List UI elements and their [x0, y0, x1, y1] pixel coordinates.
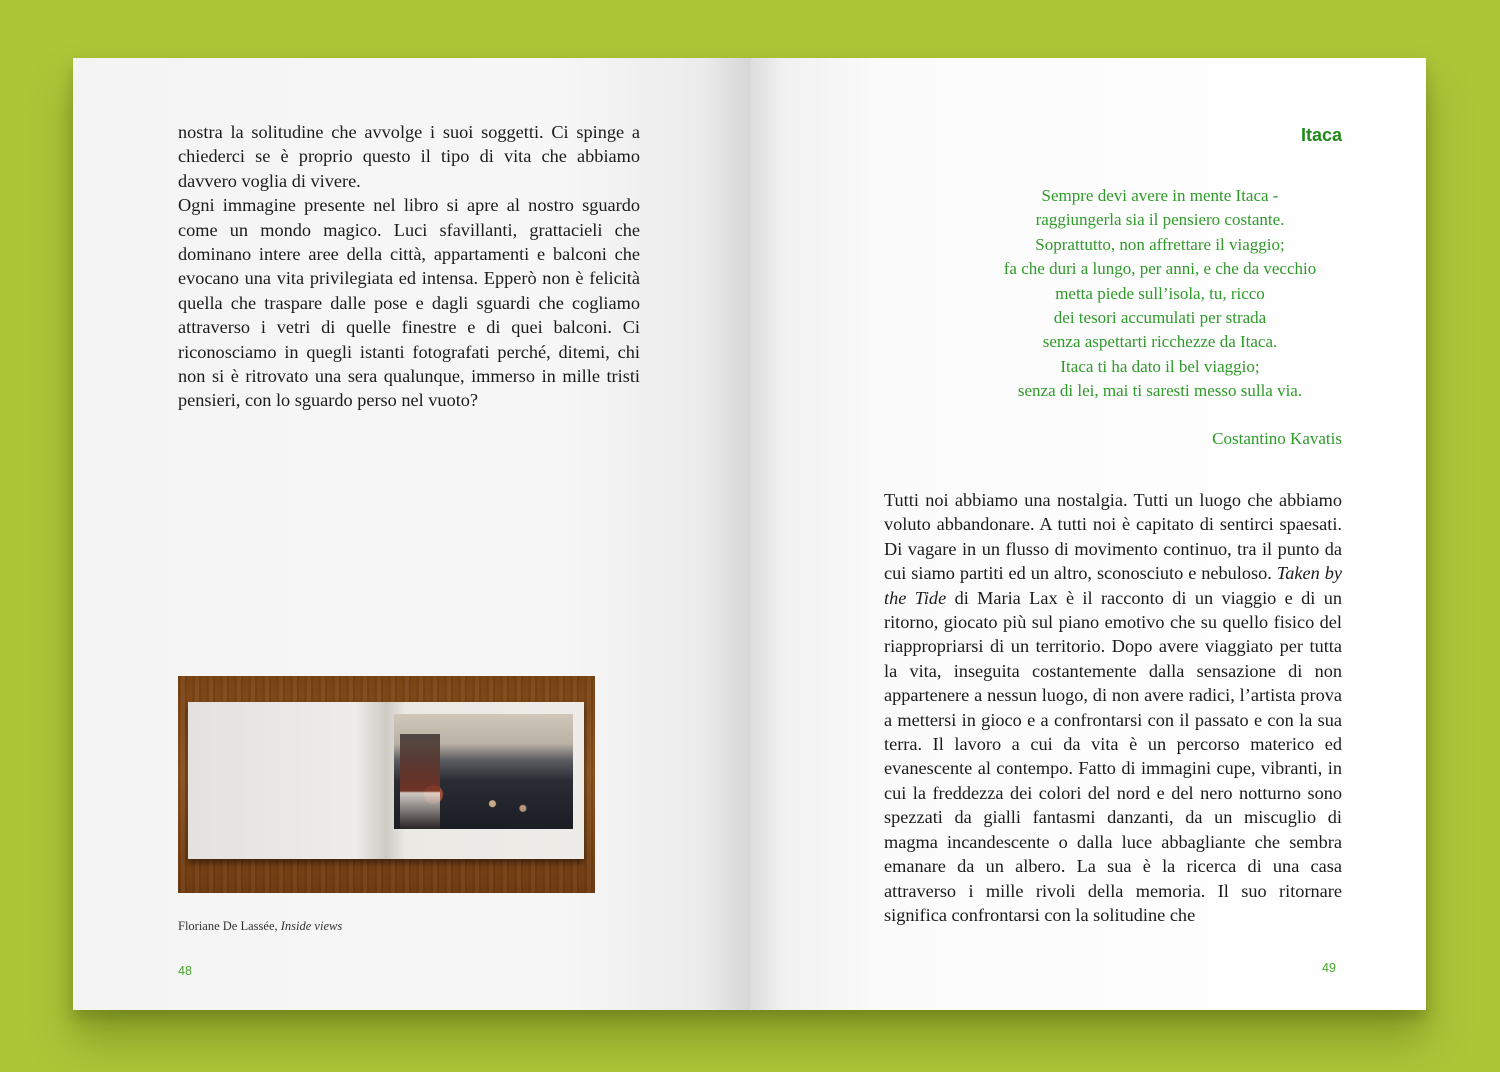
poem-line: metta piede sull’isola, tu, ricco [1055, 283, 1265, 303]
body-text-part: di Maria Lax è il racconto di un viaggio e di un ritorno, giocato più sul piano emotivo che su quello fisico del riappropriarsi di un territorio. Dopo avere viaggiato per tutta la vita, inseguita costantemente dalla sensazione di non appartenere a nessun luogo, di non avere radici, l’artista prova a mettersi in gioco e a confrontarsi con il passato e con la sua terra. Il lavoro a cui da vita è un percorso materico ed evanescente al contempo. Fatto di immagini cupe, vibranti, in cui la freddezza dei colori del nord e del nero notturno sono spezzati da gialli fantasmi danzanti, da un miscuglio di magma incandescente o dalla luce abbagliante che sembra emanare da un albero. La sua è la ricerca di una casa attraverso i mille rivoli della memoria. Il suo ritornare significa confrontarsi con la solitudine che [884, 587, 1342, 925]
book-spread [73, 58, 1426, 1010]
left-body-text: nostra la solitudine che avvolge i suoi soggetti. Ci spinge a chiederci se è proprio questo il tipo di vita che abbiamo davvero voglia di vivere. Ogni immagine presente nel libro si apre al nostro sguardo come un mondo magico. Luci sfavillanti, grattacieli che dominano intere aree della città, appartamenti e balconi che evocano una vita privilegiata ed intensa. Epperò non è felicità quella che traspare dalle pose e dagli sguardi che cogliamo attraverso i vetri di quelle finestre e di quei balconi. Ci riconosciamo in quegli istanti fotografati perché, ditemi, chi non si è ritrovato una sera qualunque, immerso in mille tristi pensieri, con lo sguardo perso nel vuoto? [178, 122, 640, 411]
right-page [750, 58, 1426, 1010]
book-photo [178, 676, 595, 893]
poem-line: senza aspettarti ricchezze da Itaca. [1042, 332, 1278, 352]
window-city-photo [394, 714, 573, 829]
photo-book-page [385, 702, 584, 859]
caption-author: Floriane De Lassée, [178, 919, 281, 933]
open-book-image [188, 702, 584, 859]
poem [930, 184, 1390, 404]
poem-line: fa che duri a lungo, per anni, e che da vecchio [1003, 259, 1317, 279]
poem-line: raggiungerla sia il pensiero costante. [1035, 210, 1285, 230]
poem-line: Soprattutto, non affrettare il viaggio; [1035, 234, 1285, 254]
section-title: Itaca [1300, 125, 1342, 145]
poem-line: Sempre devi avere in mente Itaca - [1041, 186, 1279, 205]
poem-line: senza di lei, mai ti saresti messo sulla via. [1017, 381, 1303, 401]
poem-line: Itaca ti ha dato il bel viaggio; [1060, 356, 1260, 376]
left-page [73, 58, 750, 1010]
caption-title: Inside views [280, 919, 343, 933]
right-body-text [884, 488, 1342, 927]
blank-book-page [188, 702, 385, 859]
poem-author: Costantino Kavatis [1212, 429, 1342, 448]
poem-line: dei tesori accumulati per strada [1053, 308, 1267, 328]
photo-caption [178, 919, 342, 934]
body-text-part: Tutti noi abbiamo una nostalgia. Tutti un luogo che abbiamo voluto abbandonare. A tutti noi è capitato di sentirci spaesati. Di vagare in un flusso di movimento continuo, tra il punto da cui siamo partiti ed un altro, sconosciuto e nebuloso. [884, 490, 1342, 584]
page-number-left: 48 [178, 964, 192, 978]
book-title: Taken by the Tide [884, 563, 1342, 608]
page-number-right: 49 [1322, 961, 1336, 975]
